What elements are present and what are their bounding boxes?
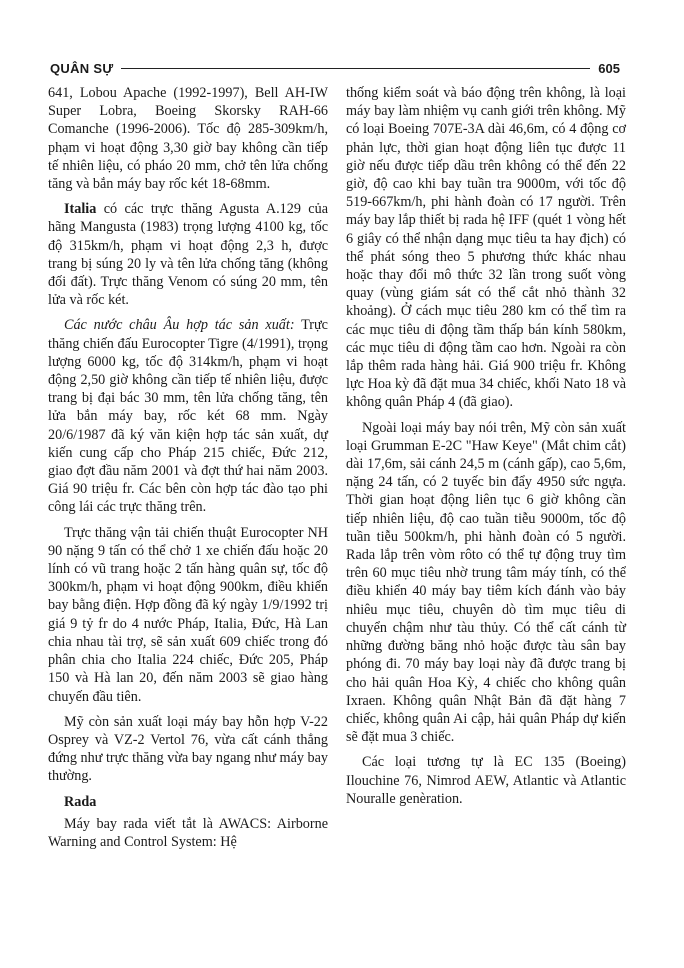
page-header <box>50 58 620 78</box>
paragraph-body: có các trực thăng Agusta A.129 của hãng Mangusta (1983) trọng lượng 4100 kg, tốc độ 315km/h, phạm vi hoạt động 2,3 h, được trang bị súng 20 ly và tên lửa chống tăng (không đối đất). Trực thăng Venom có súng 20 mm, tên lửa và rốc két. <box>48 201 328 309</box>
paragraph: 641, Lobou Apache (1992-1997), Bell AH-IW Super Lobra, Boeing Skorsky RAH-66 Comanche (1996-2006). Tốc độ 285-309km/h, phạm vi hoạt động 3,30 giờ bay không cần tiếp tế nhiên liệu, có pháo 20 mm, chở tên lửa chống tăng và bắn máy bay rốc két 18-68mm. <box>48 85 328 193</box>
paragraph: Ngoài loại máy bay nói trên, Mỹ còn sản xuất loại Grumman E-2C "Haw Keye" (Mắt chim cắt) dài 17,6m, sải cánh 24,5 m (cánh gấp), cao 5,6m, nặng 24 tấn, có 2 tuyếc bin đẩy 4950 sức ngựa. Thời gian hoạt động liên tục 6 giờ không cần tiếp nhiên liệu, độ cao tuần tiễu 9000m, tốc độ tuần tiễu 500km/h, phi hành đoàn có 5 người. Rada lắp trên vòm rôto có thể tự động truy tìm trên 60 mục tiêu nhờ trung tâm máy tính, có thể điều khiển 40 máy bay tiêm kích đánh vào bảy nhiêu mục tiêu, chuyên dò tìm mục tiêu di chuyển chậm như tàu thủy. Có thể cất cánh từ những đường băng nhỏ hoặc được tàu sân bay phóng đi. 70 máy bay loại này đã được trang bị cho hải quân Hoa Kỳ, 4 chiếc cho không quân Ixraen. Không quân Nhật Bản đã đặt hàng 7 chiếc, không quân Ai cập, hải quân Pháp dự kiến sẽ đặt mua 3 chiếc. <box>346 419 626 746</box>
paragraph: thống kiểm soát và báo động trên không, là loại máy bay làm nhiệm vụ canh giới trên không. Mỹ có loại Boeing 707E-3A dài 46,6m, có 4 động cơ phản lực, thời gian hoạt động liên tục được 11 giờ nếu được tiếp dầu trên không có thể đến 22 giờ, độ cao khi bay tuần tra 9000m, với tốc độ 519-667km/h, phi hành đoàn có 17 người. Trên máy bay lắp thiết bị rada hệ IFF (quét 1 vòng hết 6 giây có thể nhận dạng mục tiêu ta hay địch) có thể phát sóng theo 5 phương thức khác nhau hoặc thay đổi mô thức 32 lần trong suốt vòng quay (vùng giám sát có thể cắt nhỏ thành 32 khoảng). Ở cách mục tiêu 280 km có thể tìm ra các mục tiêu di động tầm thấp bán kính 580km, các mục tiêu di động tầm cao hơn. Ngoài ra còn lắp thêm rada hàng hải. Giá 900 triệu fr. Không lực Hoa kỳ đã đặt mua 34 chiếc, khối Nato 18 và không quân Pháp 4 (đã giao). <box>346 85 626 411</box>
header-rule <box>121 68 590 69</box>
right-column <box>346 84 626 815</box>
section-title: QUÂN SỰ <box>50 60 114 76</box>
paragraph: Trực thăng vận tải chiến thuật Eurocopter NH 90 nặng 9 tấn có thể chở 1 xe chiến đấu hoặc 20 lính có vũ trang hoặc 2 tấn hàng quân sự, tốc độ 300km/h, phạm vi hoạt động 900km, điều khiển bay bằng điện. Hợp đồng đã ký ngày 1/9/1992 trị giá 9 tỷ fr do 4 nước Pháp, Italia, Đức, Hà Lan chia nhau tài trợ, sẽ sản xuất 609 chiếc trong đó phân chia cho Italia 224 chiếc, Đức 205, Pháp 150 và Hà lan 20, đến năm 2003 sẽ giao hàng chuyến đầu tiên. <box>48 524 328 705</box>
paragraph-body: Trực thăng chiến đấu Eurocopter Tigre (4/1991), trọng lượng 6000 kg, tốc độ 314km/h, phạm vi hoạt động 2,50 giờ không cần tiếp tế nhiên liệu, được trang bị đại bác 30 mm, tên lửa chống tăng, tên lửa bắn máy bay, rốc két 68 mm. Ngày 20/6/1987 đã ký văn kiện hợp tác sản xuất, dự kiến cung cấp cho Pháp 215 chiếc, Đức 212, giao đợt đầu năm 2001 và đợt thứ hai năm 2003. Giá 90 triệu fr. Các bên còn hợp tác đào tạo phi công lái các trực thăng trên. <box>48 317 328 516</box>
paragraph: Các loại tương tự là EC 135 (Boeing) Ilouchine 76, Nimrod AEW, Atlantic và Atlantic Nouralle genèration. <box>346 754 626 807</box>
paragraph: Máy bay rada viết tắt là AWACS: Airborne Warning and Control System: Hệ <box>48 815 328 850</box>
paragraph: Mỹ còn sản xuất loại máy bay hỗn hợp V-22 Osprey và VZ-2 Vertol 76, vừa cất cánh thẳng đứng như trực thăng vừa bay ngang như máy bay thường. <box>48 713 328 785</box>
page-number: 605 <box>598 60 620 76</box>
paragraph <box>48 200 328 309</box>
left-column <box>48 84 328 858</box>
paragraph-lead: Italia <box>64 201 97 218</box>
paragraph <box>48 316 328 516</box>
paragraph-lead: Các nước châu Âu hợp tác sản xuất: <box>64 317 295 334</box>
section-heading: Rada <box>64 793 97 810</box>
